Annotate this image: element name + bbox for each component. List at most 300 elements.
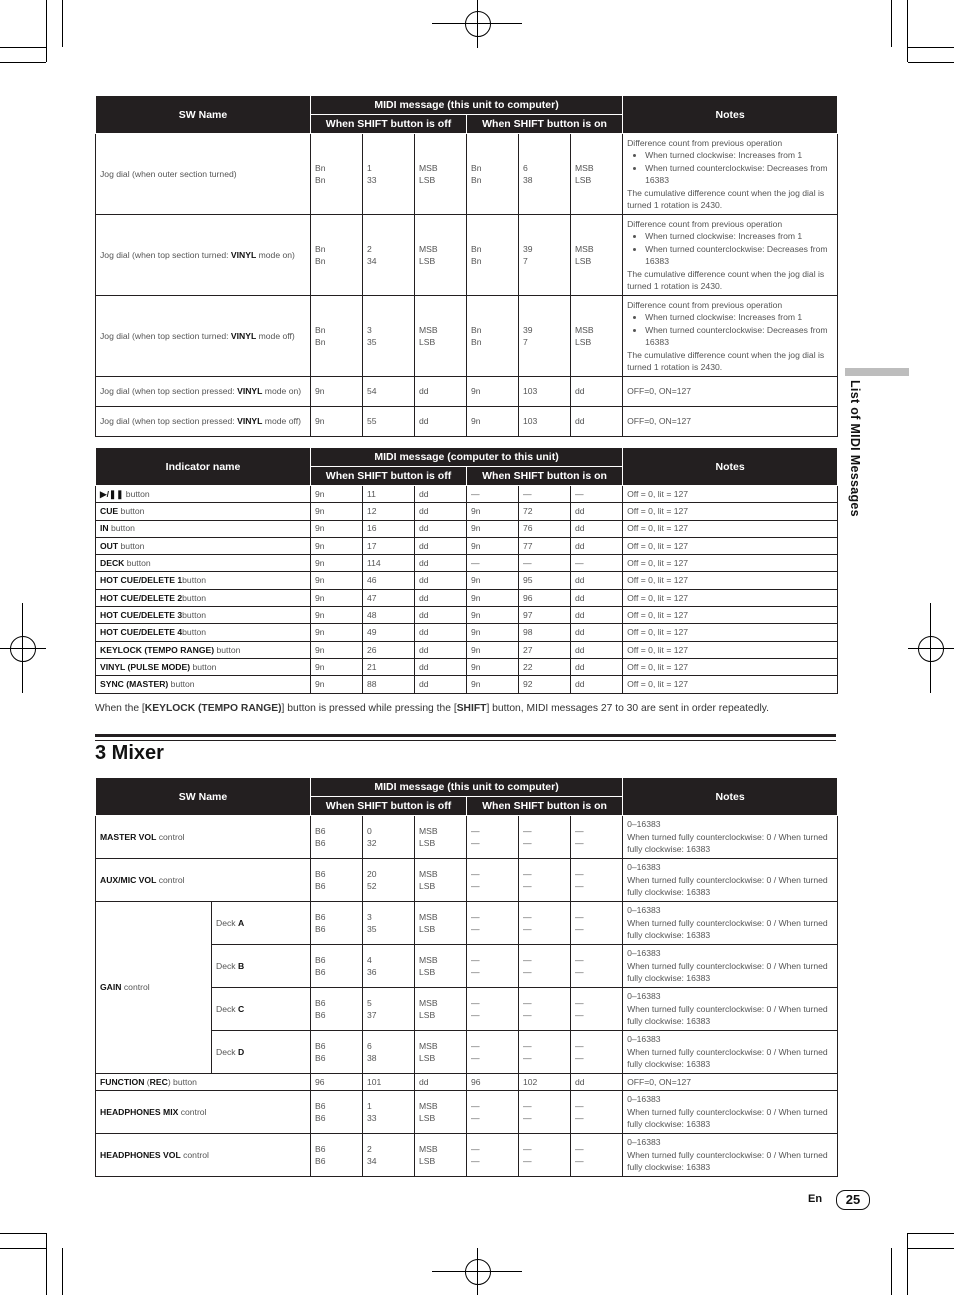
indicator-name-cell: DECK button xyxy=(96,555,311,572)
notes-cell: 0–16383 When turned fully counterclockwise: 0 / When turned fully clockwise: 16383 xyxy=(623,1091,838,1134)
midi-value-cell: 48 xyxy=(363,607,415,624)
midi-value-cell: 54 xyxy=(363,377,415,407)
midi-value-cell: 39 7 xyxy=(519,215,571,296)
midi-value-cell: 103 xyxy=(519,407,571,437)
midi-value-cell: MSB LSB xyxy=(415,134,467,215)
table-row xyxy=(96,641,838,658)
midi-value-cell: dd xyxy=(571,676,623,693)
midi-value-cell: Bn Bn xyxy=(467,296,519,377)
midi-value-cell: MSB LSB xyxy=(415,1031,467,1074)
midi-value-cell: 88 xyxy=(363,676,415,693)
indicator-name-bold: VINYL (PULSE MODE) xyxy=(100,661,191,672)
table-row xyxy=(96,658,838,675)
indicator-name-cell: CUE button xyxy=(96,503,311,520)
table-row xyxy=(96,537,838,554)
notes-list-item: • When turned counterclockwise: Decreases from 16383 xyxy=(645,162,833,187)
sw-name-cell: MASTER VOL control xyxy=(96,816,311,859)
midi-value-cell: B6 B6 xyxy=(311,1134,363,1177)
notes-header: Notes xyxy=(623,778,838,816)
notes-cell xyxy=(623,134,838,215)
midi-value-cell: dd xyxy=(571,520,623,537)
indicator-name-bold: DECK xyxy=(100,558,125,569)
indicator-name-cell: KEYLOCK (TEMPO RANGE) button xyxy=(96,641,311,658)
midi-value-cell: 3 35 xyxy=(363,296,415,377)
midi-value-cell: 22 xyxy=(519,658,571,675)
midi-value-cell: 16 xyxy=(363,520,415,537)
indicator-name-cell: IN button xyxy=(96,520,311,537)
midi-value-cell: 27 xyxy=(519,641,571,658)
midi-value-cell: 9n xyxy=(311,555,363,572)
midi-value-cell: MSB LSB xyxy=(415,816,467,859)
notes-list-item: • When turned clockwise: Increases from 1 xyxy=(645,149,833,162)
mixer-midi-table xyxy=(95,777,838,1177)
midi-value-cell: 102 xyxy=(519,1074,571,1091)
side-tab-label: List of MIDI Messages xyxy=(848,380,862,517)
midi-value-cell: — — xyxy=(467,1134,519,1177)
indicator-name-bold: SYNC (MASTER) xyxy=(100,679,169,690)
midi-value-cell: dd xyxy=(571,537,623,554)
notes-text: The cumulative difference count when the jog dial is turned 1 rotation is 2430. xyxy=(627,268,825,291)
deck-cell: Deck D xyxy=(212,1031,311,1074)
notes-list xyxy=(627,149,833,187)
midi-value-cell: 9n xyxy=(467,607,519,624)
notes-cell xyxy=(623,215,838,296)
notes-cell: Off = 0, lit = 127 xyxy=(623,555,838,572)
midi-value-cell: 9n xyxy=(467,407,519,437)
midi-value-cell: — — xyxy=(467,1091,519,1134)
sw-name-cell: Jog dial (when top section turned: VINYL mode on) xyxy=(96,215,311,296)
midi-value-cell: MSB LSB xyxy=(415,1091,467,1134)
notes-text: The cumulative difference count when the jog dial is turned 1 rotation is 2430. xyxy=(627,349,825,372)
midi-value-cell: 103 xyxy=(519,377,571,407)
midi-value-cell: dd xyxy=(415,624,467,641)
midi-value-cell: — — xyxy=(519,1031,571,1074)
midi-value-cell: 9n xyxy=(311,607,363,624)
side-tab-bar xyxy=(845,368,909,376)
midi-value-cell: MSB LSB xyxy=(571,215,623,296)
notes-cell: Off = 0, lit = 127 xyxy=(623,589,838,606)
table-row xyxy=(96,407,838,437)
midi-value-cell: — xyxy=(519,486,571,503)
notes-cell: 0–16383 When turned fully counterclockwise: 0 / When turned fully clockwise: 16383 xyxy=(623,1134,838,1177)
midi-value-cell: 39 7 xyxy=(519,296,571,377)
indicator-name-bold: CUE xyxy=(100,506,119,517)
midi-value-cell: 1 33 xyxy=(363,134,415,215)
midi-value-cell: — — xyxy=(571,1031,623,1074)
keylock-note: When the [KEYLOCK (TEMPO RANGE)] button is pressed while pressing the [SHIFT] button, MIDI messages 27 to 30 are sent in order repeatedly. xyxy=(95,703,769,714)
table-row xyxy=(96,676,838,693)
midi-value-cell: — xyxy=(467,555,519,572)
table-row xyxy=(96,377,838,407)
midi-value-cell: — — xyxy=(519,1091,571,1134)
indicator-name-cell: SYNC (MASTER) button xyxy=(96,676,311,693)
midi-value-cell: dd xyxy=(415,407,467,437)
midi-value-cell: — — xyxy=(467,1031,519,1074)
midi-value-cell: dd xyxy=(415,520,467,537)
page-number: 25 xyxy=(836,1190,870,1210)
midi-value-cell: 9n xyxy=(311,520,363,537)
notes-cell: Off = 0, lit = 127 xyxy=(623,520,838,537)
midi-value-cell: — xyxy=(571,555,623,572)
midi-value-cell: 9n xyxy=(311,624,363,641)
midi-value-cell: 9n xyxy=(311,407,363,437)
midi-value-cell: dd xyxy=(415,1074,467,1091)
table-row xyxy=(96,555,838,572)
midi-value-cell: 11 xyxy=(363,486,415,503)
section-rule xyxy=(95,734,836,737)
midi-value-cell: 9n xyxy=(311,589,363,606)
indicator-midi-table xyxy=(95,447,838,694)
midi-value-cell: MSB LSB xyxy=(415,988,467,1031)
midi-value-cell: 9n xyxy=(311,503,363,520)
midi-value-cell: — — xyxy=(467,945,519,988)
deck-letter: C xyxy=(237,1003,245,1014)
midi-value-cell: — — xyxy=(571,816,623,859)
midi-value-cell: dd xyxy=(415,503,467,520)
sw-name-cell: Jog dial (when top section turned: VINYL mode off) xyxy=(96,296,311,377)
table-row xyxy=(96,520,838,537)
sw-name-header: SW Name xyxy=(96,96,311,134)
midi-value-cell: — — xyxy=(467,902,519,945)
notes-cell: Off = 0, lit = 127 xyxy=(623,607,838,624)
midi-value-cell: dd xyxy=(571,607,623,624)
table-row xyxy=(96,1134,838,1177)
sw-name-bold: REC xyxy=(149,1076,168,1087)
indicator-name-bold: ▶/❚❚ xyxy=(100,488,124,499)
midi-value-cell: 9n xyxy=(311,676,363,693)
midi-value-cell: 9n xyxy=(467,520,519,537)
table-row xyxy=(96,859,838,902)
shift-on-header: When SHIFT button is on xyxy=(467,467,623,486)
midi-value-cell: 49 xyxy=(363,624,415,641)
sw-name-cell: Jog dial (when top section pressed: VINYL mode on) xyxy=(96,377,311,407)
sw-name-bold: HEADPHONES VOL xyxy=(100,1149,181,1160)
midi-value-cell: 95 xyxy=(519,572,571,589)
midi-value-cell: — — xyxy=(571,945,623,988)
midi-value-cell: — — xyxy=(467,988,519,1031)
midi-value-cell: dd xyxy=(415,658,467,675)
table-row xyxy=(96,816,838,859)
midi-value-cell: B6 B6 xyxy=(311,945,363,988)
deck-cell: Deck B xyxy=(212,945,311,988)
indicator-name-bold: HOT CUE/DELETE 3 xyxy=(100,609,183,620)
indicator-name-cell: VINYL (PULSE MODE) button xyxy=(96,658,311,675)
indicator-name-cell: HOT CUE/DELETE 1button xyxy=(96,572,311,589)
midi-value-cell: — xyxy=(571,486,623,503)
deck-letter: B xyxy=(237,960,245,971)
midi-value-cell: MSB LSB xyxy=(571,134,623,215)
indicator-name-cell: ▶/❚❚ button xyxy=(96,486,311,503)
midi-value-cell: — — xyxy=(571,1134,623,1177)
notes-list xyxy=(627,311,833,349)
midi-value-cell: 9n xyxy=(467,658,519,675)
indicator-name-cell: HOT CUE/DELETE 2button xyxy=(96,589,311,606)
midi-value-cell: MSB LSB xyxy=(415,296,467,377)
notes-text: Difference count from previous operation xyxy=(627,218,783,229)
midi-value-cell: dd xyxy=(415,589,467,606)
notes-cell: Off = 0, lit = 127 xyxy=(623,624,838,641)
midi-value-cell: — — xyxy=(571,988,623,1031)
midi-value-cell: 9n xyxy=(467,676,519,693)
midi-value-cell: 76 xyxy=(519,520,571,537)
midi-value-cell: 55 xyxy=(363,407,415,437)
midi-value-cell: — xyxy=(467,486,519,503)
midi-value-cell: dd xyxy=(571,658,623,675)
deck-cell: Deck A xyxy=(212,902,311,945)
midi-value-cell: Bn Bn xyxy=(467,134,519,215)
notes-cell: Off = 0, lit = 127 xyxy=(623,503,838,520)
midi-value-cell: B6 B6 xyxy=(311,902,363,945)
midi-value-cell: 5 37 xyxy=(363,988,415,1031)
midi-value-cell: 20 52 xyxy=(363,859,415,902)
shift-off-header: When SHIFT button is off xyxy=(311,115,467,134)
midi-value-cell: 26 xyxy=(363,641,415,658)
midi-value-cell: 97 xyxy=(519,607,571,624)
sw-name-cell: AUX/MIC VOL control xyxy=(96,859,311,902)
midi-value-cell: Bn Bn xyxy=(311,296,363,377)
indicator-name-cell: HOT CUE/DELETE 4button xyxy=(96,624,311,641)
midi-value-cell: MSB LSB xyxy=(415,215,467,296)
midi-value-cell: dd xyxy=(415,486,467,503)
indicator-name-header: Indicator name xyxy=(96,448,311,486)
midi-value-cell: 72 xyxy=(519,503,571,520)
sw-name-cell: Jog dial (when top section pressed: VINYL mode off) xyxy=(96,407,311,437)
midi-value-cell: dd xyxy=(415,572,467,589)
midi-value-cell: 9n xyxy=(311,537,363,554)
sw-name-bold: MASTER VOL xyxy=(100,831,157,842)
midi-value-cell: — — xyxy=(571,859,623,902)
midi-value-cell: 9n xyxy=(467,589,519,606)
midi-value-cell: MSB LSB xyxy=(415,902,467,945)
midi-value-cell: 6 38 xyxy=(519,134,571,215)
midi-value-cell: 9n xyxy=(311,377,363,407)
midi-value-cell: 98 xyxy=(519,624,571,641)
sw-name-bold: HEADPHONES MIX xyxy=(100,1106,179,1117)
notes-cell: Off = 0, lit = 127 xyxy=(623,537,838,554)
indicator-name-bold: HOT CUE/DELETE 1 xyxy=(100,575,183,586)
midi-value-cell: 0 32 xyxy=(363,816,415,859)
midi-value-cell: 2 34 xyxy=(363,1134,415,1177)
midi-value-cell: dd xyxy=(415,641,467,658)
midi-value-cell: B6 B6 xyxy=(311,988,363,1031)
indicator-name-cell: OUT button xyxy=(96,537,311,554)
indicator-name-bold: OUT xyxy=(100,540,119,551)
sw-name-cell: Jog dial (when outer section turned) xyxy=(96,134,311,215)
table-row xyxy=(96,486,838,503)
notes-text: The cumulative difference count when the jog dial is turned 1 rotation is 2430. xyxy=(627,187,825,210)
midi-value-cell: — — xyxy=(519,859,571,902)
midi-value-cell: 96 xyxy=(311,1074,363,1091)
midi-message-header: MIDI message (this unit to computer) xyxy=(311,778,623,797)
section-title: 3 Mixer xyxy=(95,742,164,764)
midi-value-cell: 114 xyxy=(363,555,415,572)
sw-name-bold: VINYL xyxy=(237,386,263,397)
table-row xyxy=(96,902,838,945)
midi-value-cell: 9n xyxy=(311,486,363,503)
notes-cell: 0–16383 When turned fully counterclockwise: 0 / When turned fully clockwise: 16383 xyxy=(623,988,838,1031)
midi-value-cell: — — xyxy=(519,945,571,988)
indicator-name-bold: KEYLOCK (TEMPO RANGE) xyxy=(100,644,215,655)
notes-cell: Off = 0, lit = 127 xyxy=(623,641,838,658)
indicator-name-bold: HOT CUE/DELETE 4 xyxy=(100,627,183,638)
midi-value-cell: dd xyxy=(415,555,467,572)
notes-text: Difference count from previous operation xyxy=(627,137,783,148)
midi-value-cell: — — xyxy=(571,1091,623,1134)
table-row xyxy=(96,607,838,624)
deck-cell: Deck C xyxy=(212,988,311,1031)
notes-header: Notes xyxy=(623,448,838,486)
midi-value-cell: 47 xyxy=(363,589,415,606)
midi-value-cell: — — xyxy=(519,902,571,945)
table-row xyxy=(96,296,838,377)
notes-cell: 0–16383 When turned fully counterclockwise: 0 / When turned fully clockwise: 16383 xyxy=(623,1031,838,1074)
midi-value-cell: 21 xyxy=(363,658,415,675)
sw-name-bold: AUX/MIC VOL xyxy=(100,874,157,885)
sw-name-header: SW Name xyxy=(96,778,311,816)
indicator-name-bold: HOT CUE/DELETE 2 xyxy=(100,592,183,603)
midi-value-cell: 92 xyxy=(519,676,571,693)
midi-value-cell: 9n xyxy=(467,377,519,407)
midi-value-cell: 12 xyxy=(363,503,415,520)
midi-value-cell: 9n xyxy=(311,572,363,589)
midi-value-cell: 9n xyxy=(467,624,519,641)
deck-letter: A xyxy=(237,917,245,928)
midi-value-cell: 101 xyxy=(363,1074,415,1091)
midi-value-cell: dd xyxy=(571,503,623,520)
midi-value-cell: B6 B6 xyxy=(311,1031,363,1074)
indicator-name-bold: IN xyxy=(100,523,109,534)
midi-value-cell: MSB LSB xyxy=(415,859,467,902)
notes-cell: Off = 0, lit = 127 xyxy=(623,676,838,693)
notes-list xyxy=(627,230,833,268)
midi-value-cell: B6 B6 xyxy=(311,859,363,902)
sw-name-cell: FUNCTION (REC) button xyxy=(96,1074,311,1091)
notes-cell: Off = 0, lit = 127 xyxy=(623,658,838,675)
shift-on-header: When SHIFT button is on xyxy=(467,797,623,816)
midi-value-cell: dd xyxy=(571,572,623,589)
gain-control-cell: GAIN control xyxy=(96,902,212,1074)
notes-cell: Off = 0, lit = 127 xyxy=(623,486,838,503)
sw-name-bold: VINYL xyxy=(230,249,257,260)
midi-value-cell: 9n xyxy=(467,572,519,589)
midi-value-cell: B6 B6 xyxy=(311,1091,363,1134)
shift-off-header: When SHIFT button is off xyxy=(311,797,467,816)
midi-value-cell: 6 38 xyxy=(363,1031,415,1074)
midi-value-cell: 9n xyxy=(467,503,519,520)
table-row xyxy=(96,572,838,589)
midi-value-cell: — — xyxy=(519,988,571,1031)
deck-letter: D xyxy=(237,1046,245,1057)
notes-cell: 0–16383 When turned fully counterclockwise: 0 / When turned fully clockwise: 16383 xyxy=(623,816,838,859)
notes-list-item: • When turned clockwise: Increases from 1 xyxy=(645,230,833,243)
midi-value-cell: 77 xyxy=(519,537,571,554)
midi-value-cell: 9n xyxy=(467,641,519,658)
notes-cell: OFF=0, ON=127 xyxy=(623,377,838,407)
midi-value-cell: Bn Bn xyxy=(311,134,363,215)
notes-list-item: • When turned counterclockwise: Decreases from 16383 xyxy=(645,243,833,268)
midi-value-cell: 17 xyxy=(363,537,415,554)
midi-value-cell: 96 xyxy=(467,1074,519,1091)
midi-value-cell: MSB LSB xyxy=(415,945,467,988)
indicator-name-cell: HOT CUE/DELETE 3button xyxy=(96,607,311,624)
notes-cell: 0–16383 When turned fully counterclockwise: 0 / When turned fully clockwise: 16383 xyxy=(623,859,838,902)
table-row xyxy=(96,503,838,520)
midi-value-cell: 46 xyxy=(363,572,415,589)
midi-value-cell: — — xyxy=(571,902,623,945)
shift-on-header: When SHIFT button is on xyxy=(467,115,623,134)
notes-cell: OFF=0, ON=127 xyxy=(623,407,838,437)
midi-value-cell: 2 34 xyxy=(363,215,415,296)
midi-value-cell: dd xyxy=(571,624,623,641)
midi-value-cell: dd xyxy=(571,589,623,606)
section-rule-thin xyxy=(95,740,836,741)
midi-value-cell: — — xyxy=(519,1134,571,1177)
midi-value-cell: dd xyxy=(571,641,623,658)
table-row xyxy=(96,134,838,215)
sw-name-bold: VINYL xyxy=(230,330,257,341)
midi-value-cell: — — xyxy=(467,859,519,902)
gain-bold: GAIN xyxy=(100,982,122,993)
notes-cell: OFF=0, ON=127 xyxy=(623,1074,838,1091)
midi-value-cell: 96 xyxy=(519,589,571,606)
table-row xyxy=(96,215,838,296)
midi-message-header: MIDI message (this unit to computer) xyxy=(311,96,623,115)
midi-value-cell: 4 36 xyxy=(363,945,415,988)
notes-cell xyxy=(623,296,838,377)
midi-value-cell: MSB LSB xyxy=(571,296,623,377)
sw-name-bold: FUNCTION xyxy=(100,1076,145,1087)
midi-value-cell: dd xyxy=(571,1074,623,1091)
table-row xyxy=(96,589,838,606)
midi-message-header: MIDI message (computer to this unit) xyxy=(311,448,623,467)
midi-value-cell: — xyxy=(519,555,571,572)
midi-value-cell: dd xyxy=(415,676,467,693)
notes-list-item: • When turned counterclockwise: Decreases from 16383 xyxy=(645,324,833,349)
midi-value-cell: dd xyxy=(415,607,467,624)
midi-value-cell: 9n xyxy=(467,537,519,554)
notes-cell: Off = 0, lit = 127 xyxy=(623,572,838,589)
midi-value-cell: dd xyxy=(415,537,467,554)
shift-off-header: When SHIFT button is off xyxy=(311,467,467,486)
sw-name-cell: HEADPHONES MIX control xyxy=(96,1091,311,1134)
midi-value-cell: dd xyxy=(571,377,623,407)
sw-name-bold: VINYL xyxy=(237,416,263,427)
midi-value-cell: Bn Bn xyxy=(467,215,519,296)
midi-value-cell: 9n xyxy=(311,641,363,658)
midi-value-cell: — — xyxy=(519,816,571,859)
notes-list-item: • When turned clockwise: Increases from 1 xyxy=(645,311,833,324)
notes-cell: 0–16383 When turned fully counterclockwise: 0 / When turned fully clockwise: 16383 xyxy=(623,902,838,945)
midi-value-cell: dd xyxy=(415,377,467,407)
notes-cell: 0–16383 When turned fully counterclockwise: 0 / When turned fully clockwise: 16383 xyxy=(623,945,838,988)
midi-value-cell: MSB LSB xyxy=(415,1134,467,1177)
table-row xyxy=(96,1074,838,1091)
notes-text: Difference count from previous operation xyxy=(627,299,783,310)
language-code: En xyxy=(808,1193,823,1205)
notes-header: Notes xyxy=(623,96,838,134)
sw-name-cell: HEADPHONES VOL control xyxy=(96,1134,311,1177)
midi-value-cell: B6 B6 xyxy=(311,816,363,859)
table-row xyxy=(96,624,838,641)
jog-dial-midi-table xyxy=(95,95,838,437)
midi-value-cell: Bn Bn xyxy=(311,215,363,296)
midi-value-cell: 1 33 xyxy=(363,1091,415,1134)
table-row xyxy=(96,1091,838,1134)
midi-value-cell: 3 35 xyxy=(363,902,415,945)
midi-value-cell: 9n xyxy=(311,658,363,675)
midi-value-cell: — — xyxy=(467,816,519,859)
midi-value-cell: dd xyxy=(571,407,623,437)
